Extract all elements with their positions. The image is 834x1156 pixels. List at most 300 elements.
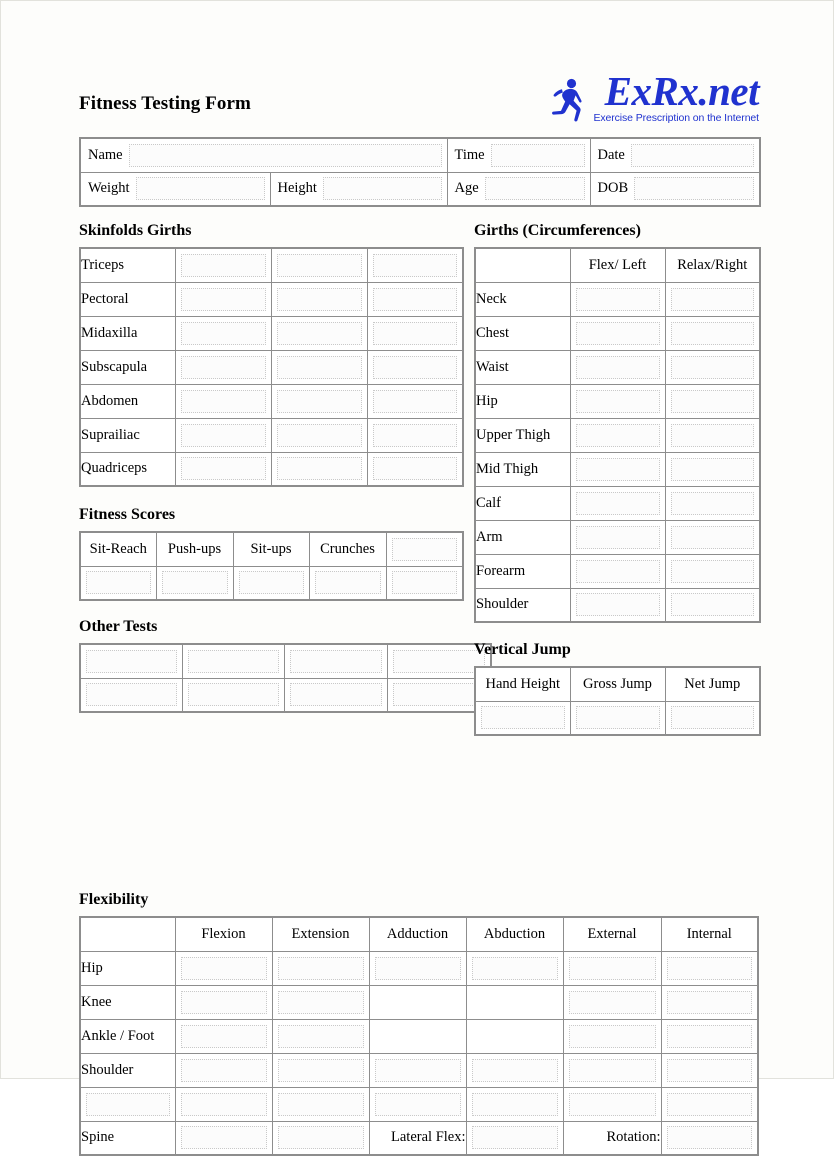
input-flex-spine-extension[interactable] — [278, 1126, 364, 1149]
cell[interactable] — [175, 1053, 272, 1087]
table-row — [80, 452, 463, 486]
table-row — [80, 248, 463, 282]
input-girth-waist-left[interactable] — [576, 356, 660, 379]
input-flex-knee-flexion[interactable] — [181, 991, 267, 1014]
table-row — [80, 532, 463, 566]
cell[interactable] — [665, 418, 760, 452]
input-girth-forearm-right[interactable] — [671, 560, 755, 583]
table-row — [80, 1053, 758, 1087]
col-header-push-ups: Push-ups — [156, 532, 233, 566]
input-score-custom[interactable] — [392, 571, 458, 594]
field-dob[interactable] — [590, 172, 760, 206]
input-flex-custom-flexion[interactable] — [181, 1093, 267, 1116]
row-label-shoulder: Shoulder — [475, 588, 570, 622]
cell[interactable] — [175, 350, 271, 384]
flexibility-table — [79, 916, 759, 1156]
cell-disabled-ankle-adduction — [369, 1019, 466, 1053]
logo-tagline: Exercise Prescription on the Internet — [593, 112, 759, 124]
cell[interactable] — [665, 486, 760, 520]
input-skinfold-abdomen-2[interactable] — [277, 390, 362, 413]
field-label-age: Age — [454, 180, 479, 197]
table-row — [80, 138, 760, 172]
field-label-date: Date — [597, 146, 625, 163]
cell[interactable] — [272, 1019, 369, 1053]
field-label-name: Name — [88, 146, 123, 163]
cell[interactable] — [271, 282, 367, 316]
cell[interactable] — [570, 282, 665, 316]
cell[interactable] — [272, 1087, 369, 1121]
cell[interactable] — [665, 282, 760, 316]
input-custom-test-name[interactable] — [392, 538, 458, 561]
table-row — [80, 172, 760, 206]
right-column — [474, 221, 759, 736]
cell[interactable] — [570, 520, 665, 554]
col-header-crunches: Crunches — [309, 532, 386, 566]
input-age[interactable] — [485, 177, 585, 200]
section-heading-girths: Girths (Circumferences) — [474, 222, 641, 239]
cell[interactable] — [563, 1019, 661, 1053]
field-age[interactable] — [447, 172, 590, 206]
table-row — [475, 452, 760, 486]
col-header-gross-jump: Gross Jump — [570, 667, 665, 701]
cell[interactable] — [475, 701, 570, 735]
cell[interactable] — [156, 566, 233, 600]
input-flex-custom-abduction[interactable] — [472, 1093, 558, 1116]
row-label-upper-thigh: Upper Thigh — [475, 418, 570, 452]
table-row — [475, 418, 760, 452]
input-skinfold-pectoral-1[interactable] — [181, 288, 266, 311]
input-girth-calf-left[interactable] — [576, 492, 660, 515]
running-man-icon — [551, 78, 585, 124]
input-skinfold-subscapula-2[interactable] — [277, 356, 362, 379]
input-skinfold-triceps-1[interactable] — [181, 254, 266, 277]
row-label-abdomen: Abdomen — [80, 384, 175, 418]
cell[interactable] — [466, 1121, 563, 1155]
cell[interactable] — [665, 452, 760, 486]
cell[interactable] — [271, 384, 367, 418]
cell[interactable] — [570, 588, 665, 622]
cell[interactable] — [665, 350, 760, 384]
cell[interactable] — [563, 951, 661, 985]
input-flex-hip-extension[interactable] — [278, 957, 364, 980]
input-skinfold-midaxilla-2[interactable] — [277, 322, 362, 345]
cell[interactable] — [367, 248, 463, 282]
col-header-empty — [475, 248, 570, 282]
input-girth-waist-right[interactable] — [671, 356, 755, 379]
table-row — [80, 1019, 758, 1053]
input-name[interactable] — [129, 144, 442, 167]
cell[interactable] — [661, 1053, 758, 1087]
skinfolds-table — [79, 247, 464, 487]
cell[interactable] — [272, 1053, 369, 1087]
flexibility-section — [79, 890, 759, 1156]
table-row — [475, 554, 760, 588]
row-label-hip: Hip — [475, 384, 570, 418]
input-flex-hip-internal[interactable] — [667, 957, 753, 980]
row-label-subscapula: Subscapula — [80, 350, 175, 384]
row-label-shoulder: Shoulder — [80, 1053, 175, 1087]
table-row — [475, 667, 760, 701]
input-flex-ankle-extension[interactable] — [278, 1025, 364, 1048]
left-column — [79, 221, 462, 713]
input-girth-chest-left[interactable] — [576, 322, 660, 345]
cell[interactable] — [570, 350, 665, 384]
input-girth-hip-left[interactable] — [576, 390, 660, 413]
input-girth-hip-right[interactable] — [671, 390, 755, 413]
table-row — [475, 282, 760, 316]
cell[interactable] — [367, 384, 463, 418]
cell[interactable] — [661, 985, 758, 1019]
row-label-forearm: Forearm — [475, 554, 570, 588]
input-flex-spine-rotation[interactable] — [667, 1126, 753, 1149]
input-other-test-r2c4[interactable] — [393, 683, 485, 706]
input-skinfold-triceps-3[interactable] — [373, 254, 458, 277]
cell[interactable] — [661, 1121, 758, 1155]
col-header-custom[interactable] — [386, 532, 463, 566]
input-flex-spine-lateral-flex[interactable] — [472, 1126, 558, 1149]
cell[interactable] — [309, 566, 386, 600]
input-flex-hip-abduction[interactable] — [472, 957, 558, 980]
input-flex-custom-external[interactable] — [569, 1093, 656, 1116]
input-girth-neck-left[interactable] — [576, 288, 660, 311]
input-flex-ankle-external[interactable] — [569, 1025, 656, 1048]
cell[interactable] — [466, 1087, 563, 1121]
input-skinfold-suprailiac-1[interactable] — [181, 424, 266, 447]
input-skinfold-quadriceps-3[interactable] — [373, 457, 458, 480]
cell[interactable] — [271, 316, 367, 350]
field-label-lateral-flex: Lateral Flex: — [369, 1121, 466, 1155]
input-dob[interactable] — [634, 177, 754, 200]
input-skinfold-suprailiac-2[interactable] — [277, 424, 362, 447]
field-date[interactable] — [590, 138, 760, 172]
cell[interactable] — [570, 418, 665, 452]
logo-wordmark: ExRx.net — [604, 68, 759, 114]
cell[interactable] — [570, 316, 665, 350]
input-girth-arm-right[interactable] — [671, 526, 755, 549]
cell[interactable] — [80, 644, 182, 678]
table-row — [475, 316, 760, 350]
row-label-waist: Waist — [475, 350, 570, 384]
table-row — [80, 566, 463, 600]
row-label-custom[interactable] — [80, 1087, 175, 1121]
table-row — [80, 316, 463, 350]
row-label-knee: Knee — [80, 985, 175, 1019]
cell[interactable] — [570, 701, 665, 735]
row-label-quadriceps: Quadriceps — [80, 452, 175, 486]
col-header-external: External — [563, 917, 661, 951]
input-score-sit-ups[interactable] — [239, 571, 304, 594]
table-row — [80, 678, 491, 712]
cell[interactable] — [367, 316, 463, 350]
field-label-height: Height — [277, 180, 317, 197]
table-row — [80, 951, 758, 985]
cell[interactable] — [369, 1087, 466, 1121]
cell[interactable] — [367, 350, 463, 384]
col-header-extension: Extension — [272, 917, 369, 951]
table-row — [80, 917, 758, 951]
cell[interactable] — [661, 1019, 758, 1053]
section-heading-vertical-jump: Vertical Jump — [474, 641, 571, 658]
input-score-crunches[interactable] — [315, 571, 381, 594]
input-hand-height[interactable] — [481, 706, 565, 729]
field-label-dob: DOB — [597, 180, 629, 197]
cell[interactable] — [563, 1053, 661, 1087]
page-title: Fitness Testing Form — [79, 93, 251, 114]
input-gross-jump[interactable] — [576, 706, 660, 729]
cell[interactable] — [272, 1121, 369, 1155]
cell[interactable] — [271, 418, 367, 452]
input-flex-shoulder-internal[interactable] — [667, 1059, 753, 1082]
input-girth-shoulder-right[interactable] — [671, 593, 755, 616]
cell[interactable] — [665, 554, 760, 588]
col-header-empty — [80, 917, 175, 951]
col-header-internal: Internal — [661, 917, 758, 951]
input-girth-arm-left[interactable] — [576, 526, 660, 549]
field-name[interactable] — [80, 138, 447, 172]
input-flex-custom-internal[interactable] — [667, 1093, 753, 1116]
cell[interactable] — [175, 1019, 272, 1053]
cell[interactable] — [182, 678, 284, 712]
cell[interactable] — [175, 1087, 272, 1121]
input-other-test-r1c3[interactable] — [290, 650, 381, 673]
cell[interactable] — [272, 985, 369, 1019]
input-flex-ankle-internal[interactable] — [667, 1025, 753, 1048]
input-skinfold-subscapula-3[interactable] — [373, 356, 458, 379]
cell[interactable] — [175, 418, 271, 452]
vertical-jump-table — [474, 666, 761, 736]
col-header-adduction: Adduction — [369, 917, 466, 951]
cell[interactable] — [570, 554, 665, 588]
input-height[interactable] — [323, 177, 442, 200]
input-flex-shoulder-flexion[interactable] — [181, 1059, 267, 1082]
table-row — [475, 248, 760, 282]
cell[interactable] — [369, 1053, 466, 1087]
input-girth-neck-right[interactable] — [671, 288, 755, 311]
field-height[interactable] — [270, 172, 447, 206]
row-label-triceps: Triceps — [80, 248, 175, 282]
input-skinfold-quadriceps-2[interactable] — [277, 457, 362, 480]
cell[interactable] — [175, 282, 271, 316]
two-column-area — [79, 221, 759, 1146]
row-label-neck: Neck — [475, 282, 570, 316]
row-label-hip: Hip — [80, 951, 175, 985]
field-label-time: Time — [454, 146, 485, 163]
input-time[interactable] — [491, 144, 585, 167]
input-flex-knee-extension[interactable] — [278, 991, 364, 1014]
logo-text — [593, 68, 759, 124]
table-row — [80, 1087, 758, 1121]
cell[interactable] — [570, 384, 665, 418]
cell[interactable] — [661, 951, 758, 985]
field-time[interactable] — [447, 138, 590, 172]
col-header-sit-reach: Sit-Reach — [80, 532, 156, 566]
col-header-net-jump: Net Jump — [665, 667, 760, 701]
input-flex-shoulder-adduction[interactable] — [375, 1059, 461, 1082]
cell[interactable] — [271, 350, 367, 384]
table-row — [475, 486, 760, 520]
row-label-spine: Spine — [80, 1121, 175, 1155]
cell[interactable] — [367, 452, 463, 486]
input-skinfold-abdomen-1[interactable] — [181, 390, 266, 413]
cell[interactable] — [665, 588, 760, 622]
cell[interactable] — [661, 1087, 758, 1121]
cell[interactable] — [271, 248, 367, 282]
input-other-test-r1c2[interactable] — [188, 650, 279, 673]
input-skinfold-subscapula-1[interactable] — [181, 356, 266, 379]
cell[interactable] — [175, 248, 271, 282]
input-flex-shoulder-extension[interactable] — [278, 1059, 364, 1082]
input-flex-shoulder-abduction[interactable] — [472, 1059, 558, 1082]
cell[interactable] — [285, 678, 387, 712]
field-weight[interactable] — [80, 172, 270, 206]
cell[interactable] — [665, 316, 760, 350]
cell[interactable] — [175, 316, 271, 350]
section-heading-skinfolds: Skinfolds Girths — [79, 222, 192, 239]
cell[interactable] — [175, 951, 272, 985]
cell[interactable] — [285, 644, 387, 678]
row-label-calf: Calf — [475, 486, 570, 520]
row-label-chest: Chest — [475, 316, 570, 350]
input-flex-custom-adduction[interactable] — [375, 1093, 461, 1116]
cell[interactable] — [367, 418, 463, 452]
personal-info-table — [79, 137, 761, 207]
girths-table — [474, 247, 761, 623]
row-label-midaxilla: Midaxilla — [80, 316, 175, 350]
input-other-test-r2c2[interactable] — [188, 683, 279, 706]
cell[interactable] — [570, 486, 665, 520]
cell[interactable] — [182, 644, 284, 678]
input-date[interactable] — [631, 144, 754, 167]
input-flex-custom-extension[interactable] — [278, 1093, 364, 1116]
table-row — [475, 701, 760, 735]
form-header — [79, 68, 759, 129]
input-skinfold-triceps-2[interactable] — [277, 254, 362, 277]
input-other-test-r1c1[interactable] — [86, 650, 177, 673]
table-row — [80, 282, 463, 316]
form-content — [79, 68, 759, 1146]
input-girth-shoulder-left[interactable] — [576, 593, 660, 616]
input-girth-mid-thigh-right[interactable] — [671, 458, 755, 481]
row-label-ankle-foot: Ankle / Foot — [80, 1019, 175, 1053]
input-flex-shoulder-external[interactable] — [569, 1059, 656, 1082]
cell[interactable] — [665, 701, 760, 735]
section-heading-flexibility: Flexibility — [79, 891, 149, 908]
cell[interactable] — [386, 566, 463, 600]
table-row — [475, 520, 760, 554]
cell[interactable] — [175, 1121, 272, 1155]
input-girth-mid-thigh-left[interactable] — [576, 458, 660, 481]
cell[interactable] — [570, 452, 665, 486]
input-skinfold-midaxilla-3[interactable] — [373, 322, 458, 345]
input-skinfold-abdomen-3[interactable] — [373, 390, 458, 413]
input-girth-upper-thigh-left[interactable] — [576, 424, 660, 447]
input-flex-knee-internal[interactable] — [667, 991, 753, 1014]
cell[interactable] — [369, 951, 466, 985]
col-header-relax-right: Relax/Right — [665, 248, 760, 282]
input-score-sit-reach[interactable] — [86, 571, 151, 594]
cell-disabled-knee-abduction — [466, 985, 563, 1019]
cell-disabled-knee-adduction — [369, 985, 466, 1019]
input-girth-chest-right[interactable] — [671, 322, 755, 345]
input-girth-calf-right[interactable] — [671, 492, 755, 515]
row-label-pectoral: Pectoral — [80, 282, 175, 316]
input-weight[interactable] — [136, 177, 265, 200]
cell[interactable] — [563, 985, 661, 1019]
input-score-push-ups[interactable] — [162, 571, 228, 594]
cell[interactable] — [175, 452, 271, 486]
row-label-mid-thigh: Mid Thigh — [475, 452, 570, 486]
cell[interactable] — [175, 985, 272, 1019]
input-other-test-r2c3[interactable] — [290, 683, 381, 706]
table-row — [80, 1121, 758, 1155]
cell-disabled-ankle-abduction — [466, 1019, 563, 1053]
input-flex-custom-joint-name[interactable] — [86, 1093, 170, 1116]
input-flex-hip-external[interactable] — [569, 957, 656, 980]
field-label-rotation: Rotation: — [563, 1121, 661, 1155]
field-label-weight: Weight — [88, 180, 130, 197]
cell[interactable] — [367, 282, 463, 316]
input-flex-knee-external[interactable] — [569, 991, 656, 1014]
exrx-logo — [551, 68, 759, 124]
section-heading-fitness-scores: Fitness Scores — [79, 506, 176, 523]
input-girth-forearm-left[interactable] — [576, 560, 660, 583]
col-header-sit-ups: Sit-ups — [233, 532, 309, 566]
input-flex-hip-flexion[interactable] — [181, 957, 267, 980]
input-other-test-r2c1[interactable] — [86, 683, 177, 706]
section-heading-other-tests: Other Tests — [79, 618, 158, 635]
input-girth-upper-thigh-right[interactable] — [671, 424, 755, 447]
input-skinfold-pectoral-3[interactable] — [373, 288, 458, 311]
table-row — [80, 350, 463, 384]
row-label-arm: Arm — [475, 520, 570, 554]
table-row — [475, 350, 760, 384]
table-row — [80, 418, 463, 452]
table-row — [80, 985, 758, 1019]
fitness-scores-table — [79, 531, 464, 601]
cell[interactable] — [466, 951, 563, 985]
table-row — [475, 588, 760, 622]
col-header-abduction: Abduction — [466, 917, 563, 951]
table-row — [80, 384, 463, 418]
table-row — [475, 384, 760, 418]
other-tests-table — [79, 643, 492, 713]
cell[interactable] — [466, 1053, 563, 1087]
col-header-flex-left: Flex/ Left — [570, 248, 665, 282]
input-net-jump[interactable] — [671, 706, 755, 729]
cell[interactable] — [233, 566, 309, 600]
input-skinfold-quadriceps-1[interactable] — [181, 457, 266, 480]
input-skinfold-pectoral-2[interactable] — [277, 288, 362, 311]
col-header-hand-height: Hand Height — [475, 667, 570, 701]
cell[interactable] — [665, 384, 760, 418]
cell[interactable] — [80, 566, 156, 600]
input-flex-ankle-flexion[interactable] — [181, 1025, 267, 1048]
cell[interactable] — [80, 678, 182, 712]
cell[interactable] — [175, 384, 271, 418]
row-label-suprailiac: Suprailiac — [80, 418, 175, 452]
input-skinfold-midaxilla-1[interactable] — [181, 322, 266, 345]
cell[interactable] — [665, 520, 760, 554]
table-row — [80, 644, 491, 678]
input-skinfold-suprailiac-3[interactable] — [373, 424, 458, 447]
input-other-test-r1c4[interactable] — [393, 650, 485, 673]
cell[interactable] — [563, 1087, 661, 1121]
input-flex-hip-adduction[interactable] — [375, 957, 461, 980]
input-flex-spine-flexion[interactable] — [181, 1126, 267, 1149]
cell[interactable] — [271, 452, 367, 486]
col-header-flexion: Flexion — [175, 917, 272, 951]
cell[interactable] — [272, 951, 369, 985]
